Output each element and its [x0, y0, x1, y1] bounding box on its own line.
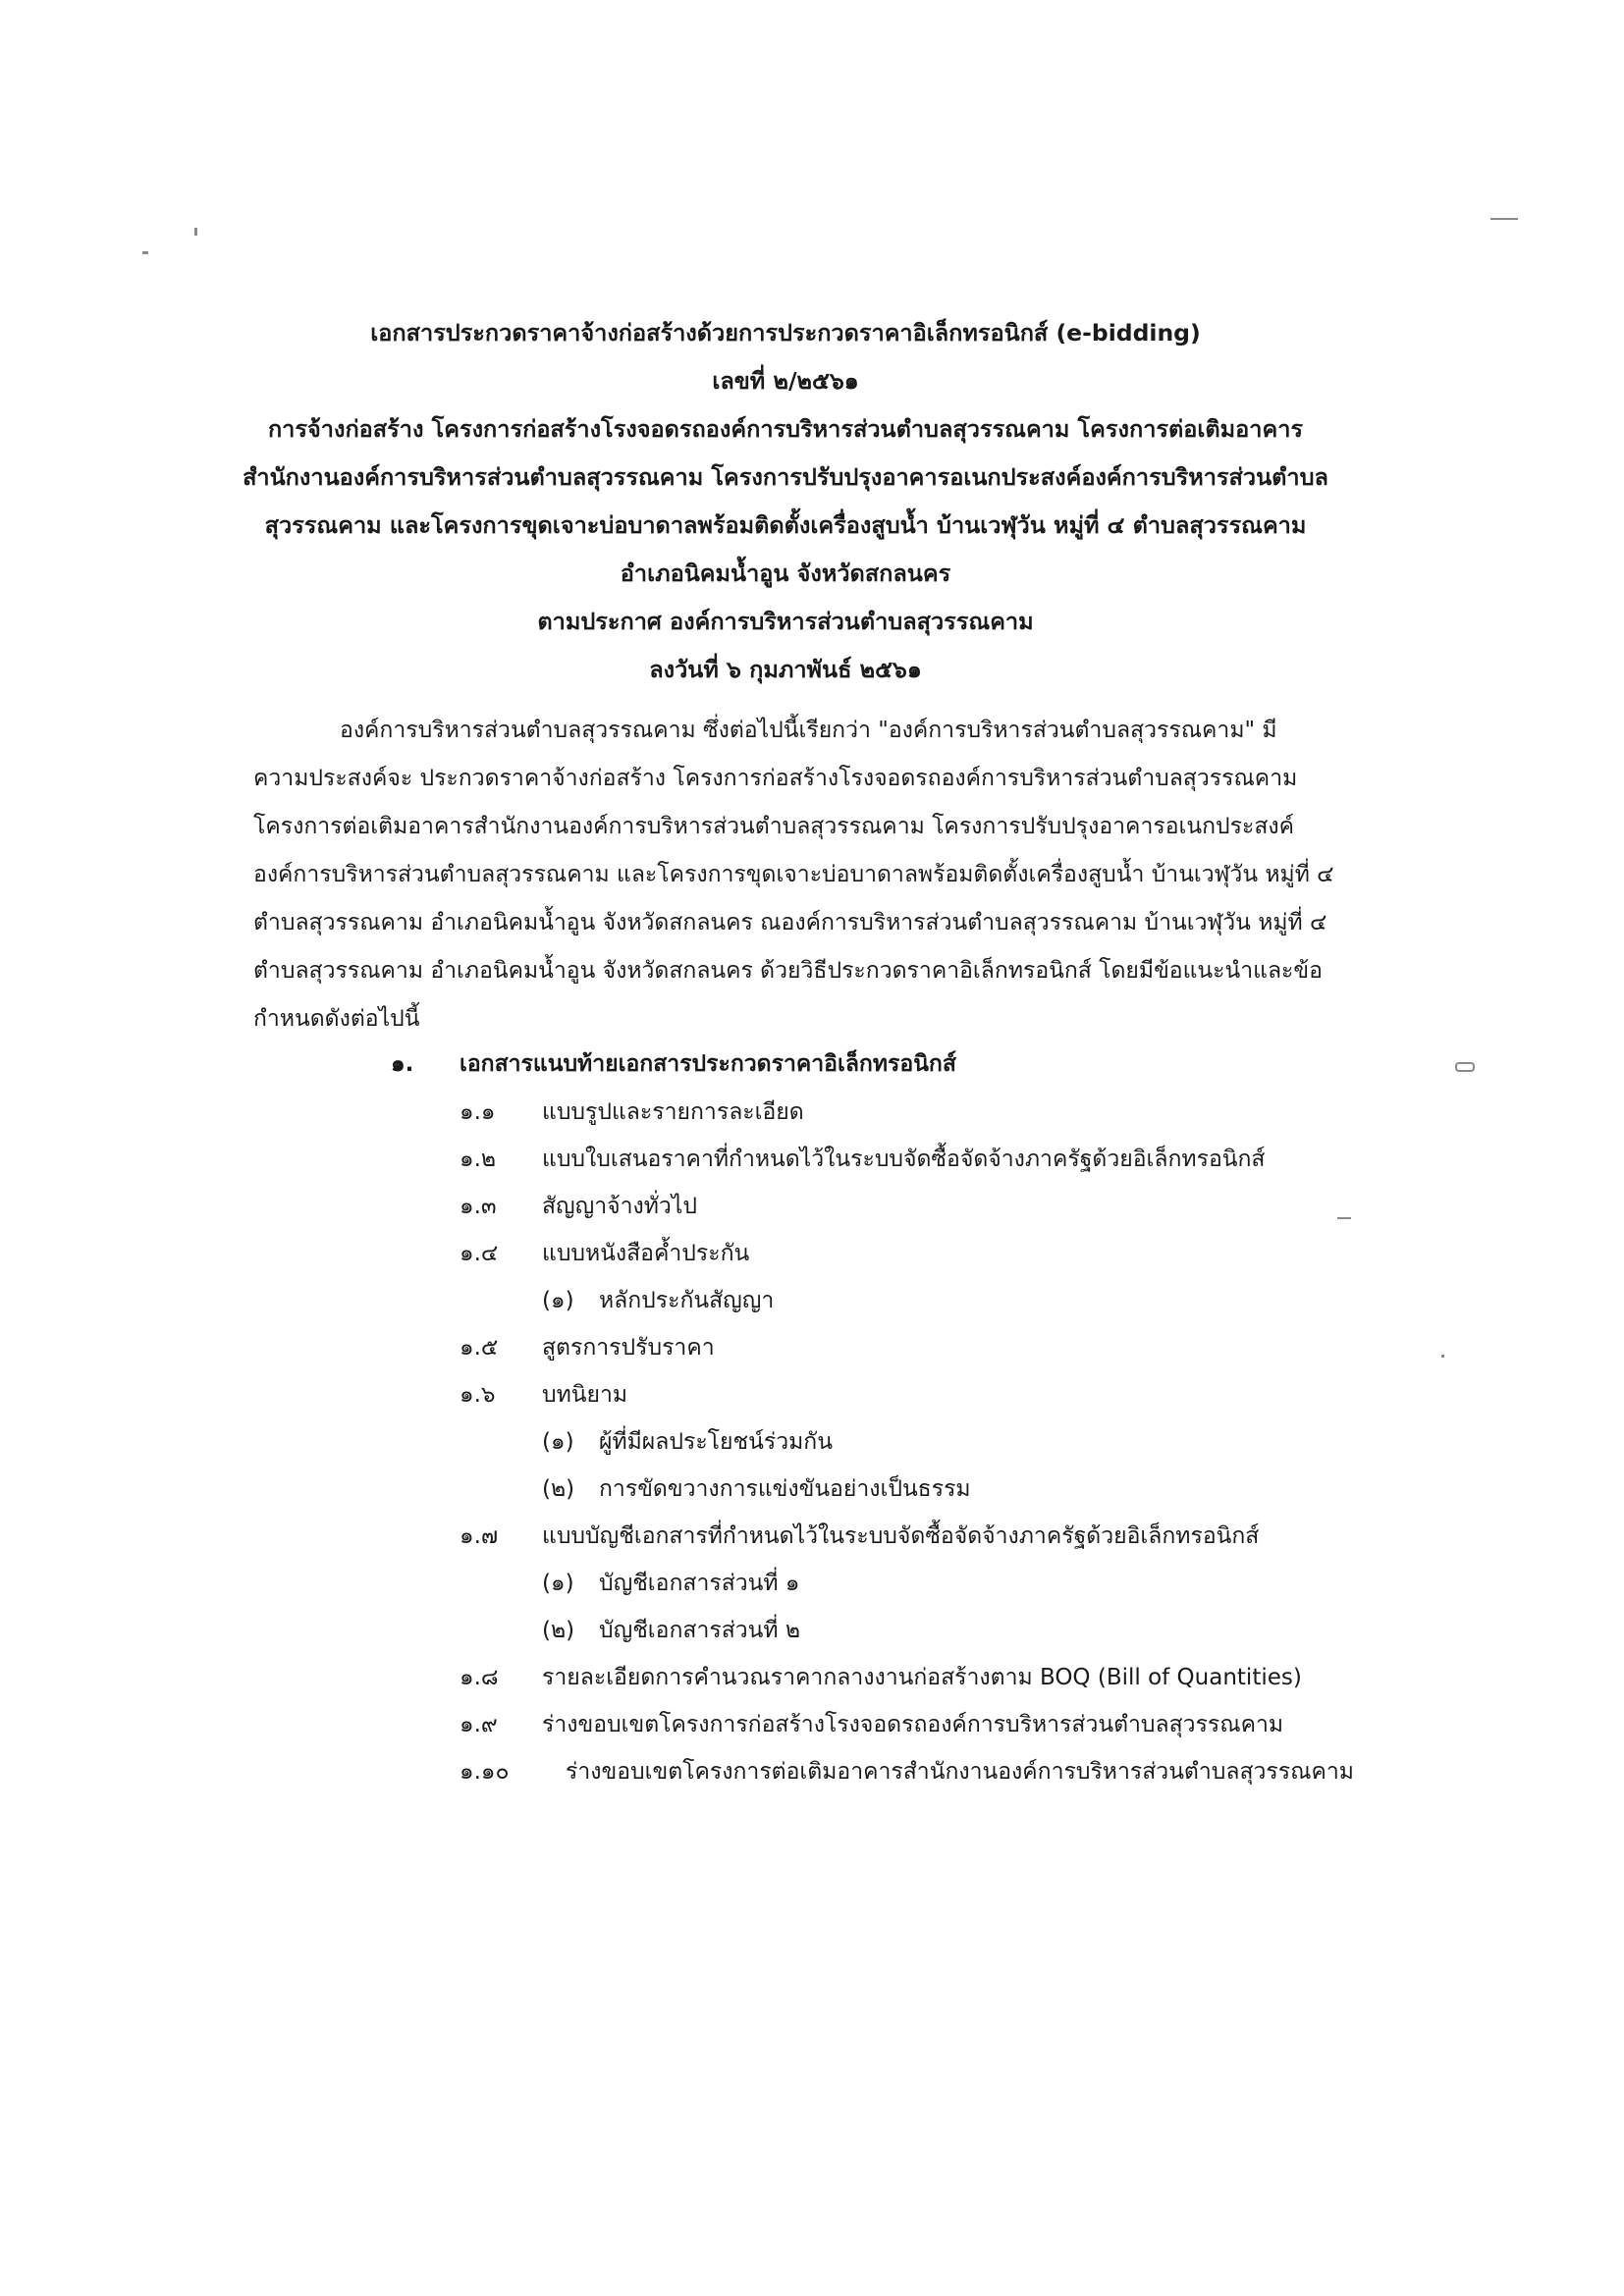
document-number: เลขที่ ๒/๒๕๖๑ — [712, 367, 859, 395]
item-number: ๑.๖ — [460, 1382, 496, 1408]
scan-mark — [1455, 1062, 1475, 1072]
item-number: ๑.๑๐ — [460, 1759, 510, 1785]
list-item — [0, 1324, 1624, 1371]
paragraph-line: โครงการต่อเติมอาคารสำนักงานองค์การบริหารส่วนตำบลสุวรรณคาม โครงการปรับปรุงอาคารอเนกประสงค์ — [253, 814, 1294, 839]
project-description-line: สุวรรณคาม และโครงการขุดเจาะบ่อบาดาลพร้อมติดตั้งเครื่องสูบน้ำ บ้านเวฬุวัน หมู่ที่ ๔ ตำบลสุวรรณคาม — [264, 511, 1307, 539]
section-title: เอกสารแนบท้ายเอกสารประกวดราคาอิเล็กทรอนิกส์ — [460, 1051, 956, 1077]
sub-list-item — [0, 1560, 1624, 1607]
list-item — [0, 1371, 1624, 1418]
sub-list-item — [0, 1277, 1624, 1324]
list-item — [0, 1230, 1624, 1277]
item-text: หลักประกันสัญญา — [599, 1288, 775, 1313]
item-text: การขัดขวางการแข่งขันอย่างเป็นธรรม — [599, 1476, 971, 1502]
item-text: สูตรการปรับราคา — [542, 1335, 715, 1361]
project-description-line: การจ้างก่อสร้าง โครงการก่อสร้างโรงจอดรถองค์การบริหารส่วนตำบลสุวรรณคาม โครงการต่อเติมอาคาร — [267, 415, 1304, 443]
item-text: แบบใบเสนอราคาที่กำหนดไว้ในระบบจัดซื้อจัดจ้างภาครัฐด้วยอิเล็กทรอนิกส์ — [542, 1147, 1266, 1172]
list-item — [0, 1748, 1624, 1795]
item-number: ๑.๒ — [460, 1147, 497, 1172]
item-text: แบบหนังสือค้ำประกัน — [542, 1241, 750, 1266]
paragraph-line: องค์การบริหารส่วนตำบลสุวรรณคาม ซึ่งต่อไปนี้เรียกว่า "องค์การบริหารส่วนตำบลสุวรรณคาม" มี — [340, 718, 1277, 743]
item-number: (๑) — [542, 1288, 574, 1313]
item-number: ๑.๓ — [460, 1194, 497, 1219]
paragraph-line: ตำบลสุวรรณคาม อำเภอนิคมน้ำอูน จังหวัดสกลนคร ณองค์การบริหารส่วนตำบลสุวรรณคาม บ้านเวฬุวัน หมู่ที่ ๔ — [253, 910, 1327, 935]
item-text: สัญญาจ้างทั่วไป — [542, 1194, 698, 1219]
scan-mark — [1490, 218, 1518, 220]
sub-list-item — [0, 1466, 1624, 1513]
item-text: บัญชีเอกสารส่วนที่ ๒ — [599, 1618, 801, 1643]
item-text: ร่างขอบเขตโครงการต่อเติมอาคารสำนักงานองค์การบริหารส่วนตำบลสุวรรณคาม — [566, 1759, 1354, 1785]
list-item — [0, 1513, 1624, 1560]
document-title: เอกสารประกวดราคาจ้างก่อสร้างด้วยการประกวดราคาอิเล็กทรอนิกส์ (e-bidding) — [370, 319, 1201, 347]
item-number: ๑.๕ — [460, 1335, 499, 1361]
sub-list-item — [0, 1607, 1624, 1654]
item-text: ผู้ที่มีผลประโยชน์ร่วมกัน — [599, 1429, 833, 1455]
paragraph-line: กำหนดดังต่อไปนี้ — [253, 1006, 420, 1032]
scan-mark — [142, 251, 148, 254]
paragraph-line: ตำบลสุวรรณคาม อำเภอนิคมน้ำอูน จังหวัดสกลนคร ด้วยวิธีประกวดราคาอิเล็กทรอนิกส์ โดยมีข้อแนะนำและข้อ — [253, 958, 1323, 984]
item-number: ๑.๘ — [460, 1665, 499, 1690]
list-item — [0, 1089, 1624, 1136]
announcement-date: ลงวันที่ ๖ กุมภาพันธ์ ๒๕๖๑ — [649, 656, 922, 683]
item-text: แบบบัญชีเอกสารที่กำหนดไว้ในระบบจัดซื้อจัดจ้างภาครัฐด้วยอิเล็กทรอนิกส์ — [542, 1523, 1260, 1549]
announcement-reference: ตามประกาศ องค์การบริหารส่วนตำบลสุวรรณคาม — [537, 608, 1034, 635]
project-description-line: สำนักงานองค์การบริหารส่วนตำบลสุวรรณคาม โครงการปรับปรุงอาคารอเนกประสงค์องค์การบริหารส่วนตำบล — [243, 463, 1328, 491]
item-number: ๑.๙ — [460, 1712, 498, 1737]
attachment-list — [0, 1089, 1624, 1795]
item-number: ๑.๑ — [460, 1099, 496, 1125]
item-number: (๑) — [542, 1571, 574, 1596]
scan-mark — [194, 228, 197, 236]
list-item — [0, 1183, 1624, 1230]
item-text: รายละเอียดการคำนวณราคากลางงานก่อสร้างตาม BOQ (Bill of Quantities) — [542, 1665, 1302, 1690]
paragraph-line: ความประสงค์จะ ประกวดราคาจ้างก่อสร้าง โครงการก่อสร้างโรงจอดรถองค์การบริหารส่วนตำบลสุวรรณคาม — [253, 766, 1298, 791]
sub-list-item — [0, 1418, 1624, 1466]
list-item — [0, 1136, 1624, 1183]
list-item — [0, 1654, 1624, 1701]
item-text: ร่างขอบเขตโครงการก่อสร้างโรงจอดรถองค์การบริหารส่วนตำบลสุวรรณคาม — [542, 1712, 1284, 1737]
document-header — [147, 309, 1424, 694]
section-number: ๑. — [391, 1051, 414, 1077]
paragraph-line: องค์การบริหารส่วนตำบลสุวรรณคาม และโครงการขุดเจาะบ่อบาดาลพร้อมติดตั้งเครื่องสูบน้ำ บ้านเวฬุวัน หมู่ที่ ๔ — [253, 862, 1334, 887]
item-text: บัญชีเอกสารส่วนที่ ๑ — [599, 1571, 800, 1596]
item-text: แบบรูปและรายการละเอียด — [542, 1099, 804, 1125]
item-number: ๑.๗ — [460, 1523, 499, 1549]
item-number: (๒) — [542, 1618, 575, 1643]
intro-paragraph — [253, 707, 1363, 1043]
item-text: บทนิยาม — [542, 1382, 628, 1408]
project-location: อำเภอนิคมน้ำอูน จังหวัดสกลนคร — [620, 560, 951, 587]
item-number: (๑) — [542, 1429, 574, 1455]
list-item — [0, 1701, 1624, 1748]
item-number: (๒) — [542, 1476, 575, 1502]
item-number: ๑.๔ — [460, 1241, 499, 1266]
